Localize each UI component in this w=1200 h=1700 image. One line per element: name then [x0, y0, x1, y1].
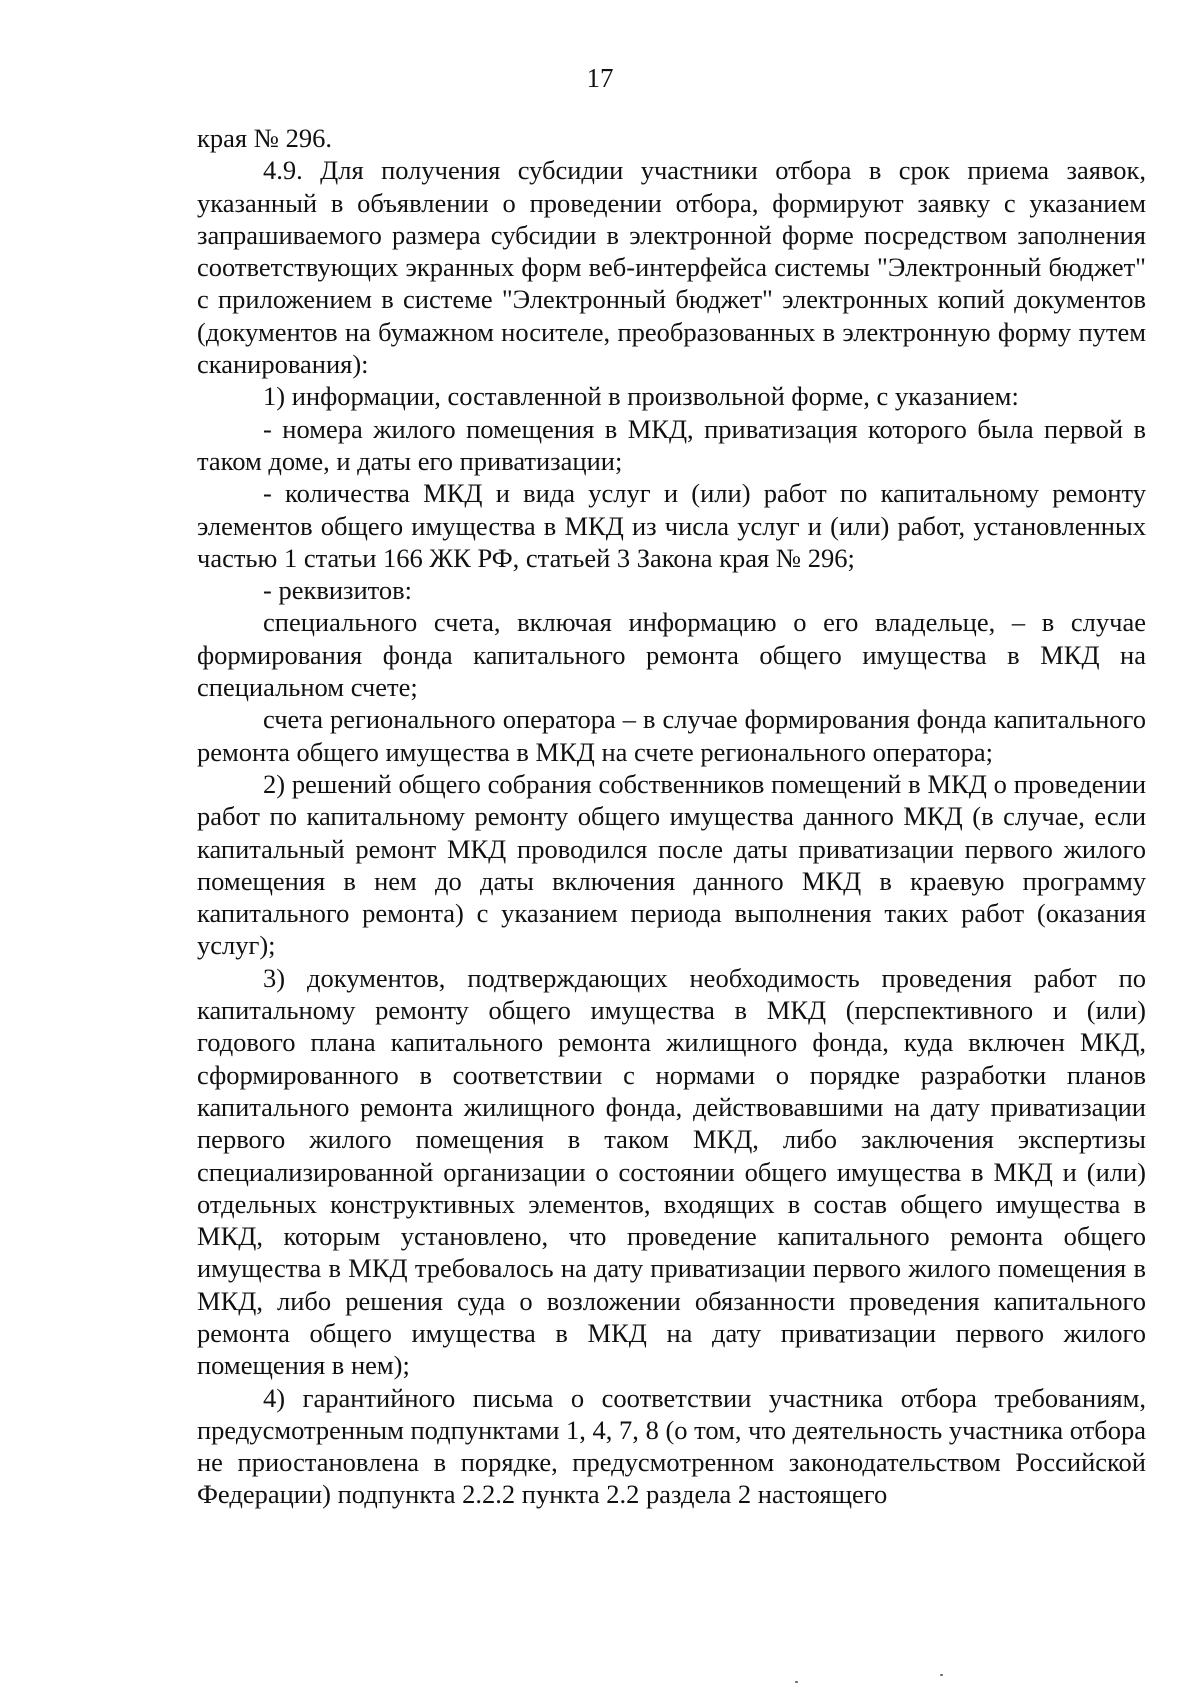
item-1-information: 1) информации, составленной в произвольной форме, с указанием:: [263, 381, 1019, 412]
item-room-number: - номера жилого помещения в МКД, приватизация которого была первой в таком доме, и даты его приватизации;: [197, 413, 1146, 476]
scan-speck: [795, 1681, 798, 1683]
item-operator-account: счета регионального оператора – в случае формирования фонда капитального ремонта общего имущества в МКД на счете регионального оператора;: [197, 704, 1146, 767]
item-requisites: - реквизитов:: [263, 575, 413, 606]
paragraph-4-9: 4.9. Для получения субсидии участники отбора в срок приема заявок, указанный в объявлении о проведении отбора, формируют заявку с указанием запрашиваемого размера субсидии в электронной форме посредством заполнения соответствующих экранных форм веб-интерфейса системы "Электронный бюджет" с приложением в системе "Электронный бюджет" электронных копий документов (документов на бумажном носителе, преобразованных в электронную форму путем сканирования):: [197, 155, 1146, 380]
item-3-documents: 3) документов, подтверждающих необходимость проведения работ по капитальному ремонту общего имущества в МКД (перспективного и (или) годового плана капитального ремонта жилищного фонда, куда включен МКД, сформированного в соответствии с нормами о порядке разработки планов капитального ремонта жилищного фонда, действовавшими на дату приватизации первого жилого помещения в таком МКД, либо заключения экспертизы специализированной организации о состоянии общего имущества в МКД и (или) отдельных конструктивных элементов, входящих в состав общего имущества в МКД, которым установлено, что проведение капитального ремонта общего имущества в МКД требовалось на дату приватизации первого жилого помещения в МКД, либо решения суда о возложении обязанности проведения капитального ремонта общего имущества в МКД на дату приватизации первого жилого помещения в нем);: [197, 962, 1146, 1381]
item-mkd-count: - количества МКД и вида услуг и (или) работ по капитальному ремонту элементов общего имущества в МКД из числа услуг и (или) работ, установленных частью 1 статьи 166 ЖК РФ, статьей 3 Закона края № 296;: [197, 478, 1146, 573]
document-body: [197, 122, 1146, 1511]
item-special-account: специального счета, включая информацию о его владельце, – в случае формирования фонда капитального ремонта общего имущества в МКД на специальном счете;: [197, 607, 1146, 703]
item-2-decisions: 2) решений общего собрания собственников помещений в МКД о проведении работ по капитальному ремонту общего имущества данного МКД (в случае, если капитальный ремонт МКД проводился после даты приватизации первого жилого помещения в нем до даты включения данного МКД в краевую программу капитального ремонта) с указанием периода выполнения таких работ (оказания услуг);: [197, 768, 1146, 961]
item-4-guarantee-letter: 4) гарантийного письма о соответствии участника отбора требованиям, предусмотренным подпунктами 1, 4, 7, 8 (о том, что деятельность участника отбора не приостановлена в порядке, предусмотренном законодательством Российской Федерации) подпункта 2.2.2 пункта 2.2 раздела 2 настоящего: [197, 1382, 1146, 1510]
paragraph-continuation: края № 296.: [197, 123, 332, 153]
scan-speck: [940, 1674, 943, 1676]
page-number: 17: [586, 63, 614, 93]
